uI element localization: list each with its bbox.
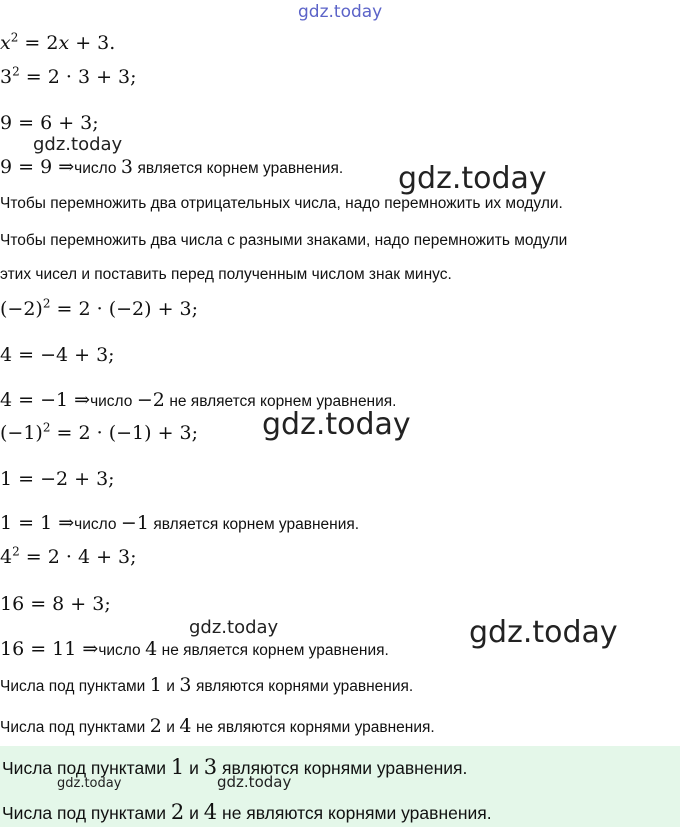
equation-part: 1 = 1 ⇒ bbox=[0, 512, 75, 534]
text-part: Числа под пунктами bbox=[0, 678, 146, 695]
number-part: 4 bbox=[145, 638, 158, 660]
watermark: gdz.today bbox=[33, 134, 123, 155]
conclusion-line bbox=[0, 640, 389, 659]
summary-line bbox=[0, 676, 413, 695]
equation-line: 4 = −4 + 3; bbox=[0, 344, 115, 366]
equation-line: $3^2 = 2 \cdot 3 + 3$; bbox=[0, 64, 137, 88]
text-part: Числа под пунктами bbox=[2, 758, 166, 778]
text-part: число bbox=[74, 516, 117, 533]
text-part: и bbox=[189, 758, 199, 778]
watermark: gdz.today bbox=[469, 615, 618, 650]
text-part: число bbox=[98, 642, 141, 659]
text-part: Числа под пунктами bbox=[2, 803, 166, 823]
number-part: 1 bbox=[149, 674, 162, 696]
watermark: gdz.today bbox=[57, 776, 122, 791]
number-part: 3 bbox=[179, 674, 192, 696]
text-part: число bbox=[74, 160, 117, 177]
number-part: 3 bbox=[120, 156, 134, 178]
text-part: являются корнями уравнения. bbox=[195, 678, 414, 695]
number-part: 3 bbox=[203, 755, 218, 779]
number-part: 4 bbox=[179, 715, 192, 737]
conclusion-line bbox=[0, 158, 343, 177]
text-part: не являются корнями уравнения. bbox=[195, 719, 435, 736]
equation-line: $4^2 = 2 \cdot 4 + 3$; bbox=[0, 544, 137, 568]
summary-line bbox=[0, 717, 435, 736]
watermark: gdz.today bbox=[398, 161, 547, 196]
rule-text: Чтобы перемножить два отрицательных числа, надо перемножить их модули. bbox=[0, 195, 563, 212]
number-part: 1 bbox=[170, 755, 185, 779]
equation-line: $x^2 = 2x + 3$. bbox=[0, 30, 116, 54]
watermark: gdz.today bbox=[189, 617, 279, 638]
equation-line: 16 = 8 + 3; bbox=[0, 593, 111, 615]
number-part: 2 bbox=[170, 800, 185, 824]
text-part: Числа под пунктами bbox=[0, 719, 146, 736]
text-part: число bbox=[90, 393, 133, 410]
number-part: 2 bbox=[149, 715, 162, 737]
number-part: −2 bbox=[136, 389, 165, 411]
text-part: и bbox=[189, 803, 199, 823]
text-part: и bbox=[166, 719, 175, 736]
equation-line: 1 = −2 + 3; bbox=[0, 468, 115, 490]
equation-line: 9 = 6 + 3; bbox=[0, 112, 99, 134]
number-part: −1 bbox=[120, 512, 149, 534]
watermark: gdz.today bbox=[298, 2, 383, 22]
rule-text: этих чисел и поставить перед полученным числом знак минус. bbox=[0, 266, 452, 283]
equation-part: 4 = −1 ⇒ bbox=[0, 389, 91, 411]
equation-part: 9 = 9 ⇒ bbox=[0, 156, 75, 178]
text-part: являются корнями уравнения. bbox=[222, 758, 468, 778]
text-part: не является корнем уравнения. bbox=[169, 393, 397, 410]
equation-line: $(-1)^2 = 2 \cdot (-1) + 3$; bbox=[0, 420, 199, 444]
equation-part: 16 = 11 ⇒ bbox=[0, 638, 99, 660]
text-part: не являются корнями уравнения. bbox=[222, 803, 492, 823]
watermark: gdz.today bbox=[262, 407, 411, 442]
text-part: и bbox=[166, 678, 175, 695]
equation-line: $(-2)^2 = 2 \cdot (-2) + 3$; bbox=[0, 296, 199, 320]
number-part: 4 bbox=[203, 800, 218, 824]
rule-text: Чтобы перемножить два числа с разными знаками, надо перемножить модули bbox=[0, 232, 568, 249]
answer-box bbox=[0, 746, 680, 827]
answer-line bbox=[2, 802, 492, 823]
conclusion-line bbox=[0, 514, 359, 533]
text-part: является корнем уравнения. bbox=[153, 516, 360, 533]
text-part: не является корнем уравнения. bbox=[161, 642, 389, 659]
text-part: является корнем уравнения. bbox=[137, 160, 344, 177]
watermark: gdz.today bbox=[217, 773, 292, 791]
